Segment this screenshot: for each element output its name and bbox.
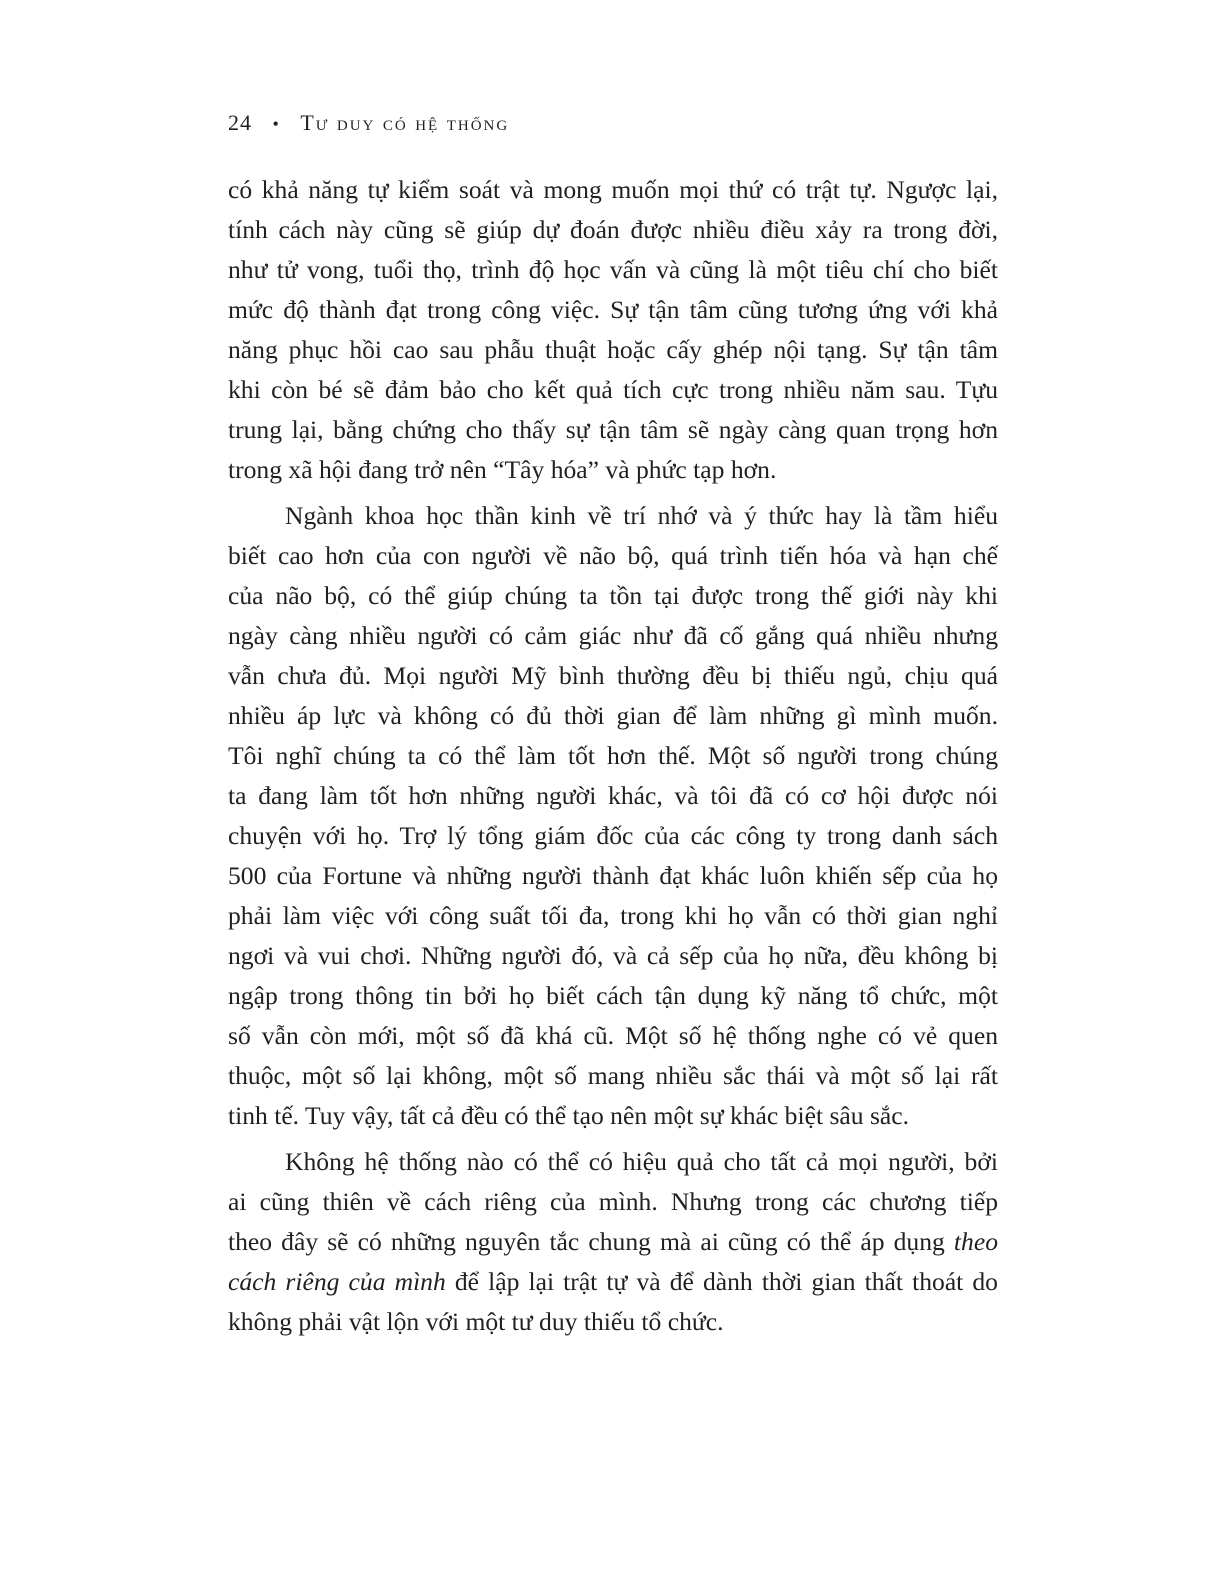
text-line: chuyện với họ. Trợ lý tổng giám đốc của các công ty trong danh sách <box>228 821 998 850</box>
text-line: tính cách này cũng sẽ giúp dự đoán được nhiều điều xảy ra trong đời, <box>228 215 998 244</box>
text-run: theo đây sẽ có những nguyên tắc chung mà ai cũng có thể áp dụng <box>228 1227 954 1256</box>
text-line: số vẫn còn mới, một số đã khá cũ. Một số hệ thống nghe có vẻ quen <box>228 1021 998 1050</box>
italic-text: theo <box>953 1227 998 1256</box>
running-header <box>228 110 509 136</box>
text-line: tinh tế. Tuy vậy, tất cả đều có thể tạo nên một sự khác biệt sâu sắc. <box>228 1101 910 1130</box>
paragraph-3 <box>228 1142 998 1342</box>
body-text <box>228 170 998 1348</box>
text-line: mức độ thành đạt trong công việc. Sự tận tâm cũng tương ứng với khả <box>228 295 998 324</box>
book-title: Tư duy có hệ thống <box>300 110 510 135</box>
page-number: 24 <box>228 110 252 135</box>
paragraph-1 <box>228 170 998 490</box>
text-line: như tử vong, tuổi thọ, trình độ học vấn và cũng là một tiêu chí cho biết <box>228 255 998 284</box>
text-line: biết cao hơn của con người về não bộ, quá trình tiến hóa và hạn chế <box>228 541 998 570</box>
text-line: ai cũng thiên về cách riêng của mình. Nhưng trong các chương tiếp <box>228 1187 998 1216</box>
text-run: để lập lại trật tự và để dành thời gian thất thoát do <box>445 1267 998 1296</box>
text-line: nhiều áp lực và không có đủ thời gian để làm những gì mình muốn. <box>228 701 998 730</box>
italic-text: cách riêng của mình <box>228 1267 446 1296</box>
text-line: của não bộ, có thể giúp chúng ta tồn tại được trong thế giới này khi <box>228 581 998 610</box>
text-line: khi còn bé sẽ đảm bảo cho kết quả tích cực trong nhiều năm sau. Tựu <box>228 375 998 404</box>
text-line: ngơi và vui chơi. Những người đó, và cả sếp của họ nữa, đều không bị <box>228 941 998 970</box>
text-line: vẫn chưa đủ. Mọi người Mỹ bình thường đều bị thiếu ngủ, chịu quá <box>228 661 998 690</box>
text-line: năng phục hồi cao sau phẫu thuật hoặc cấy ghép nội tạng. Sự tận tâm <box>228 335 998 364</box>
text-line <box>228 1222 998 1262</box>
text-line <box>228 1262 998 1302</box>
text-line: trung lại, bằng chứng cho thấy sự tận tâm sẽ ngày càng quan trọng hơn <box>228 415 998 444</box>
bullet-separator: • <box>272 114 280 134</box>
text-line: Tôi nghĩ chúng ta có thể làm tốt hơn thế. Một số người trong chúng <box>228 741 998 770</box>
text-line: không phải vật lộn với một tư duy thiếu tổ chức. <box>228 1307 724 1336</box>
text-line: ngày càng nhiều người có cảm giác như đã cố gắng quá nhiều nhưng <box>228 621 998 650</box>
text-line: phải làm việc với công suất tối đa, trong khi họ vẫn có thời gian nghỉ <box>228 901 998 930</box>
text-line: 500 của Fortune và những người thành đạt khác luôn khiến sếp của họ <box>228 861 998 890</box>
text-line: ngập trong thông tin bởi họ biết cách tận dụng kỹ năng tổ chức, một <box>228 981 998 1010</box>
text-line: có khả năng tự kiểm soát và mong muốn mọi thứ có trật tự. Ngược lại, <box>228 175 998 204</box>
paragraph-2 <box>228 496 998 1136</box>
text-line: Ngành khoa học thần kinh về trí nhớ và ý thức hay là tầm hiểu <box>285 501 998 530</box>
text-line: thuộc, một số lại không, một số mang nhiều sắc thái và một số lại rất <box>228 1061 998 1090</box>
text-line: ta đang làm tốt hơn những người khác, và tôi đã có cơ hội được nói <box>228 781 998 810</box>
text-line: Không hệ thống nào có thể có hiệu quả cho tất cả mọi người, bởi <box>285 1147 998 1176</box>
text-line: trong xã hội đang trở nên “Tây hóa” và phức tạp hơn. <box>228 455 777 484</box>
